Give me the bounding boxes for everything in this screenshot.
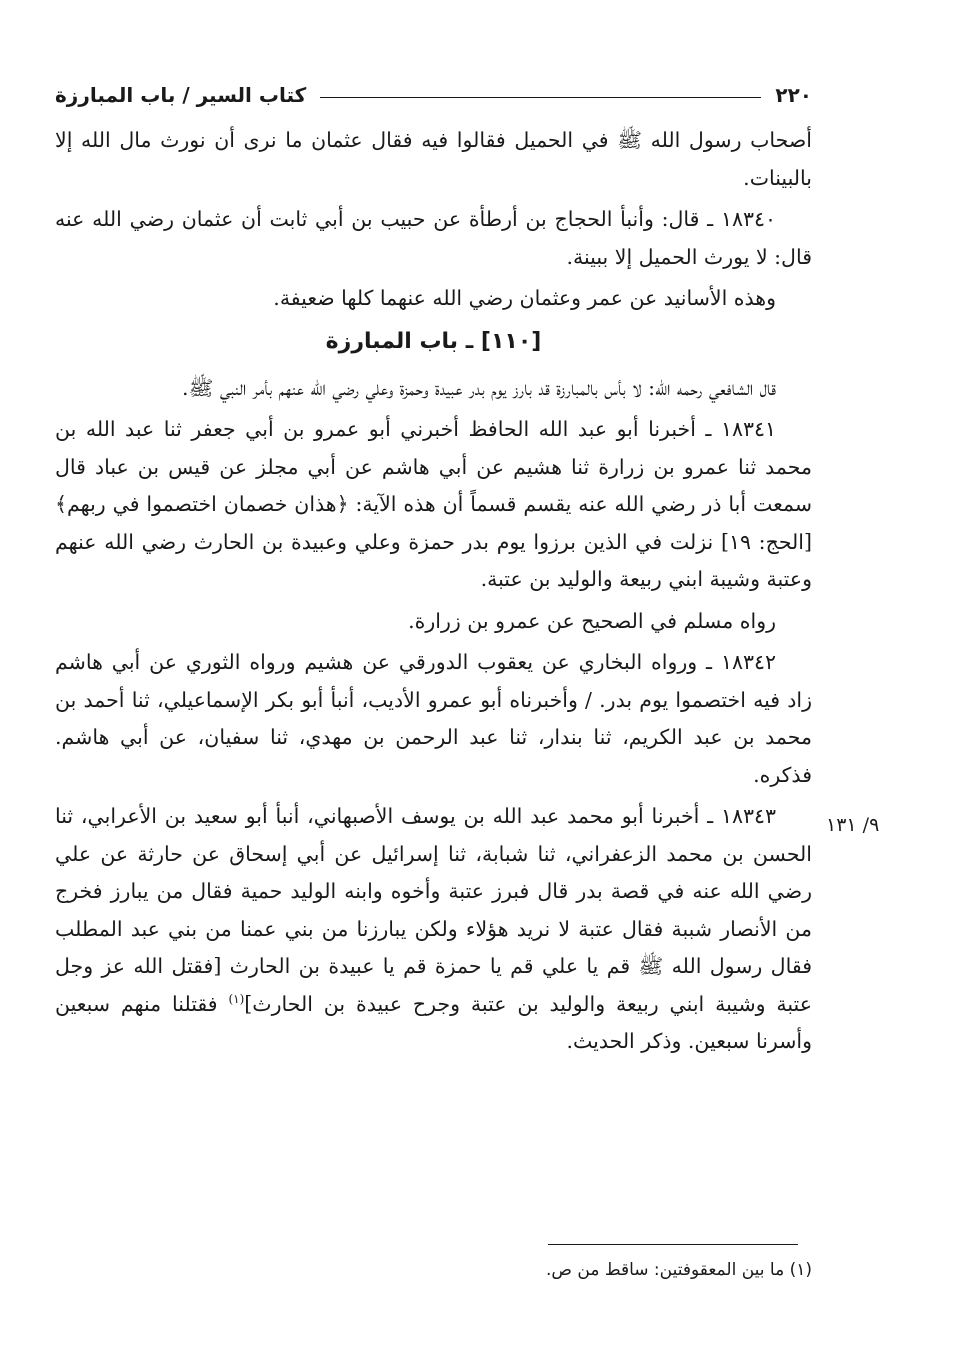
footnote: (١) ما بين المعقوفتين: ساقط من ص.: [546, 1260, 812, 1280]
chapter-heading: [١١٠] ـ باب المبارزة: [325, 328, 542, 354]
paragraph: ١٨٣٤٢ ـ ورواه البخاري عن يعقوب الدورقي عن هشيم ورواه الثوري عن أبي هاشم زاد فيه اختصموا يوم بدر. / وأخبرناه أبو عمرو الأديب، أنبأ أبو بكر الإسماعيلي، ثنا أحمد بن محمد بن عبد الكريم، ثنا بندار، ثنا عبد الرحمن بن مهدي، ثنا سفيان، عن أبي هاشم. فذكره.: [55, 650, 812, 787]
paragraph-text: ١٨٣٤٣ ـ أخبرنا أبو محمد عبد الله بن يوسف الأصبهاني، أنبأ أبو سعيد بن الأعرابي، ثنا الحسن بن محمد الزعفراني، ثنا شبابة، ثنا إسرائيل عن أبي إسحاق عن حارثة عن علي رضي الله عنه في قصة بدر قال فبرز عتبة وأخوه وابنه الوليد حمية فقال من يبارز فخرج من الأنصار شببة فقال عتبة لا نريد هؤلاء ولكن يبارزنا من بني عمنا من بني عبد المطلب فقال رسول الله ﷺ قم يا علي قم يا حمزة قم يا عبيدة بن الحارث [فقتل الله عز وجل عتبة وشيبة ابني ربيعة والوليد بن عتبة وجرح عبيدة بن الحارث]: [55, 804, 812, 1016]
margin-note: ٩/ ١٣١: [826, 814, 880, 836]
paragraph: رواه مسلم في الصحيح عن عمرو بن زرارة.: [408, 608, 776, 633]
paragraph: وهذه الأسانيد عن عمر وعثمان رضي الله عنهما كلها ضعيفة.: [273, 286, 776, 310]
paragraph: أصحاب رسول الله ﷺ في الحميل فقالوا فيه فقال عثمان ما نرى أن نورث مال الله إلا بالبينات.: [55, 128, 812, 190]
paragraph: ١٨٣٤١ ـ أخبرنا أبو عبد الله الحافظ أخبرني أبو عمرو بن أبي جعفر ثنا عبد الله بن محمد ثنا عمرو بن زرارة ثنا هشيم عن أبي هاشم عن أبي مجلز عن قيس بن عباد قال سمعت أبا ذر رضي الله عنه يقسم قسماً أن هذه الآية: ﴿هذان خصمان اختصموا في ربهم﴾ [الحج: ١٩] نزلت في الذين برزوا يوم بدر حمزة وعلي وعبيدة بن الحارث رضي الله عنهم وعتبة وشيبة ابني ربيعة والوليد بن عتبة.: [55, 417, 812, 591]
header-rule: [320, 97, 761, 98]
paragraph: ١٨٣٤٠ ـ قال: وأنبأ الحجاج بن أرطأة عن حبيب بن أبي ثابت أن عثمان رضي الله عنه قال: لا يورث الحميل إلا ببينة.: [55, 207, 812, 269]
footnote-marker: (١): [228, 991, 245, 1006]
running-header: [55, 78, 812, 112]
footnote-rule: [548, 1244, 798, 1245]
paragraph: [55, 798, 812, 1061]
paragraph-tail: فقتلنا منهم سبعين وأسرنا سبعين. وذكر الحديث.: [55, 991, 812, 1053]
header-title: كتاب السير / باب المبارزة: [55, 83, 307, 107]
page-number: ٢٢٠: [775, 83, 812, 107]
body-text: [55, 122, 812, 1065]
paragraph: قال الشافعي رحمه الله: لا بأس بالمبارزة قد بارز يوم بدر عبيدة وحمزة وعلي رضي الله عنهم بأمر النبي ﷺ.: [182, 375, 776, 400]
